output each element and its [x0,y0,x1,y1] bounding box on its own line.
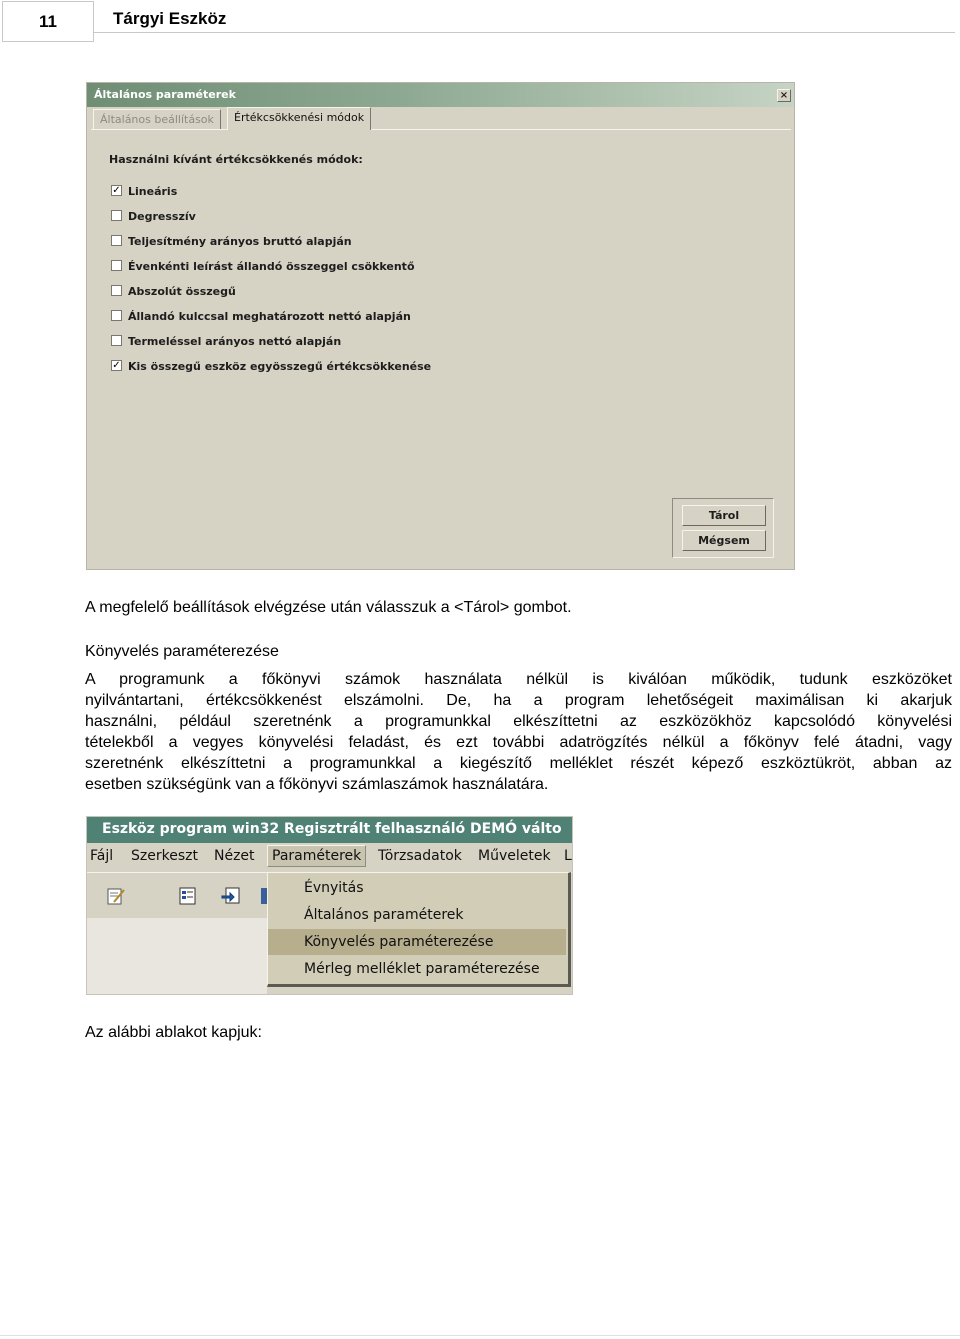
app-window [86,816,573,995]
paragraph-line: tételekből a vegyes könyvelési feladást, és ezt további adatrögzítés nélkül a főkönyv felé átadni, vagy [85,734,952,751]
header-divider [94,32,955,33]
checkbox-performance[interactable] [111,235,122,246]
menu-edit[interactable]: Szerkeszt [131,848,198,864]
option-annual-fixed[interactable] [111,260,415,273]
checkbox-production[interactable] [111,335,122,346]
menu-bar [87,843,573,870]
app-titlebar [87,817,573,843]
paragraph-line: nyilvántartani, értékcsökkenést elszámolni. De, ha a program lehetőségeit maximálisan ki akarjuk [85,692,952,709]
option-label: Abszolút összegű [128,285,236,298]
section-title: Használni kívánt értékcsökkenés módok: [109,153,363,166]
option-label: Lineáris [128,185,178,198]
closing-text: Az alábbi ablakot kapjuk: [85,1024,262,1041]
checkbox-small-value[interactable]: ✓ [112,360,121,371]
option-production[interactable] [111,335,341,348]
option-small-value[interactable] [111,360,431,373]
option-label: Állandó kulccsal meghatározott nettó alapján [128,310,411,323]
checkbox-constant-rate[interactable] [111,310,122,321]
close-icon[interactable]: × [777,89,791,102]
checkbox-annual-fixed[interactable] [111,260,122,271]
parameters-dropdown-menu [267,872,571,987]
instruction-text: A megfelelő beállítások elvégzése után válasszuk a <Tárol> gombot. [85,599,572,616]
paragraph-line: szeretnénk elkészíttetni a programunkkal a kiegészítő melléklet részét képező eszköztükröt, abban az [85,755,952,772]
option-label: Teljesítmény arányos bruttó alapján [128,235,352,248]
edit-icon[interactable] [105,885,127,907]
menu-parameters[interactable]: Paraméterek [267,845,366,867]
menu-item-year-opening[interactable]: Évnyitás [304,880,364,896]
save-button[interactable]: Tárol [682,505,766,526]
page-number: 11 [2,1,94,42]
option-linear[interactable] [111,185,177,198]
menu-operations[interactable]: Műveletek [478,848,551,864]
checkbox-degressive[interactable] [111,210,122,221]
toolbar-icon-partial[interactable] [259,885,267,907]
menu-more[interactable]: L [564,848,572,864]
option-absolute[interactable] [111,285,236,298]
cancel-button[interactable]: Mégsem [682,530,766,551]
option-constant-rate[interactable] [111,310,411,323]
option-label: Kis összegű eszköz egyösszegű értékcsökkenése [128,360,432,373]
general-parameters-dialog [86,82,795,570]
paragraph-line: használni, például szeretnénk a programunkkal elkészíttetni az eszközökhöz kapcsolódó könyvelési [85,713,952,730]
paragraph-line: esetben szükségünk van a főkönyvi számlaszámok használatára. [85,776,549,793]
option-label: Termeléssel arányos nettó alapján [128,335,342,348]
body-paragraph [85,669,952,795]
menu-file[interactable]: Fájl [90,848,114,864]
checkbox-absolute[interactable] [111,285,122,296]
menu-item-balance-appendix-parameters[interactable]: Mérleg melléklet paraméterezése [304,961,540,977]
paragraph-line: A programunk a főkönyvi számok használata nélkül is kiválóan működik, tudunk eszközöket [85,671,952,688]
tab-general-settings[interactable]: Általános beállítások [93,109,221,129]
tab-depreciation-methods[interactable]: Értékcsökkenési módok [227,107,371,130]
checkbox-linear[interactable]: ✓ [112,185,121,196]
document-list-icon[interactable] [177,885,199,907]
menu-master-data[interactable]: Törzsadatok [378,848,462,864]
footer-divider [0,1335,960,1336]
dialog-title: Általános paraméterek [94,88,236,101]
app-workspace [87,918,267,995]
dialog-titlebar [87,83,794,107]
import-icon[interactable] [220,885,242,907]
page-title: Tárgyi Eszköz [113,9,227,28]
option-performance[interactable] [111,235,352,248]
menu-item-accounting-parameters[interactable]: Könyvelés paraméterezése [268,929,566,955]
menu-view[interactable]: Nézet [214,848,255,864]
tab-divider [91,129,791,130]
menu-item-general-parameters[interactable]: Általános paraméterek [304,907,464,923]
section-heading: Könyvelés paraméterezése [85,643,279,660]
app-title: Eszköz program win32 Regisztrált felhasználó DEMÓ válto [102,821,562,837]
option-label: Évenkénti leírást állandó összeggel csökkentő [128,260,415,273]
option-degressive[interactable] [111,210,196,223]
option-label: Degresszív [128,210,196,223]
